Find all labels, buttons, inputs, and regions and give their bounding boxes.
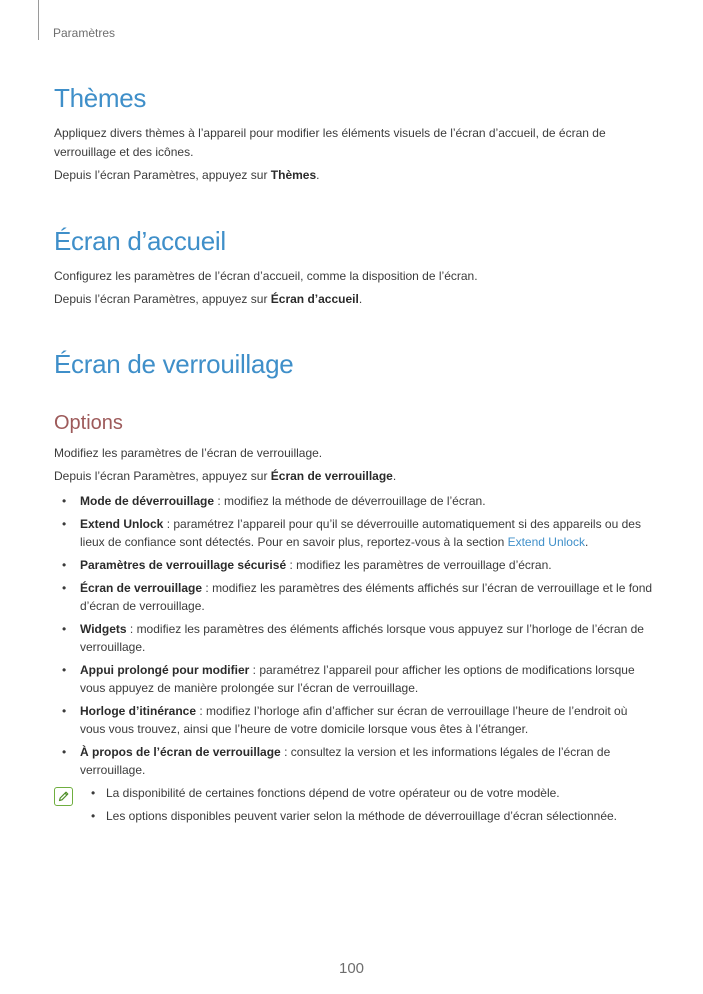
heading-lock-screen: Écran de verrouillage xyxy=(54,349,294,379)
path-prefix: Depuis l’écran Paramètres, appuyez sur xyxy=(54,292,271,306)
path-target: Écran d’accueil xyxy=(270,292,359,306)
option-item xyxy=(54,620,654,656)
path-suffix: . xyxy=(316,168,320,182)
path-prefix: Depuis l’écran Paramètres, appuyez sur xyxy=(54,469,271,483)
option-text: : modifiez les paramètres de verrouillage d’écran. xyxy=(286,558,552,572)
option-text: : modifiez la méthode de déverrouillage de l’écran. xyxy=(214,494,486,508)
heading-themes: Thèmes xyxy=(54,83,147,113)
option-item xyxy=(54,515,654,551)
heading-home-screen: Écran d’accueil xyxy=(54,226,226,256)
option-text: : consultez la version et les informations légales de l’écran de verrouillage. xyxy=(80,745,611,777)
lock-description: Modifiez les paramètres de l’écran de verrouillage. xyxy=(54,446,323,460)
option-term: À propos de l’écran de verrouillage xyxy=(80,745,281,759)
option-text: : paramétrez l’appareil pour afficher les options de modifications lorsque vous appuyez de manière prolongée sur l’écran de verrouillage. xyxy=(80,663,635,695)
page-number: 100 xyxy=(338,960,365,977)
option-item xyxy=(54,661,654,697)
pencil-icon-graphic xyxy=(57,790,70,803)
themes-description: Appliquez divers thèmes à l’appareil pour modifier les éléments visuels de l’écran d’accueil, de écran de verrouillage et des icônes. xyxy=(54,126,606,159)
option-term: Appui prolongé pour modifier xyxy=(80,663,250,677)
path-suffix: . xyxy=(392,469,397,483)
path-target: Écran de verrouillage xyxy=(270,469,393,483)
section-home-screen xyxy=(54,225,654,309)
note-item: • Les options disponibles peuvent varier selon la méthode de déverrouillage d’écran sélectionnée. xyxy=(106,807,654,825)
option-term: Mode de déverrouillage xyxy=(80,494,215,508)
running-header: Paramètres xyxy=(53,26,116,40)
path-target: Thèmes xyxy=(270,168,317,182)
heading-options: Options xyxy=(54,412,123,434)
option-text: : modifiez les paramètres des éléments affichés lorsque vous appuyez sur l’horloge de l’écran de verrouillage. xyxy=(80,622,644,654)
option-item xyxy=(54,702,654,738)
option-term: Paramètres de verrouillage sécurisé xyxy=(80,558,287,572)
section-lock-screen xyxy=(54,348,654,825)
option-text: : modifiez l’horloge afin d’afficher sur écran de verrouillage l’heure de l’endroit où vous vous trouvez, ainsi que l’heure de votre domicile lorsque vous êtes à l’étranger. xyxy=(80,704,628,736)
option-term: Extend Unlock xyxy=(80,517,164,531)
section-themes xyxy=(54,82,654,185)
option-item xyxy=(54,492,654,510)
option-item xyxy=(54,743,654,779)
note-item: • La disponibilité de certaines fonctions dépend de votre opérateur ou de votre modèle. xyxy=(106,784,654,802)
home-description: Configurez les paramètres de l’écran d’accueil, comme la disposition de l’écran. xyxy=(54,269,478,283)
notes-list xyxy=(54,784,654,825)
option-text-end: . xyxy=(584,535,589,549)
themes-path xyxy=(54,166,654,185)
option-term: Widgets xyxy=(80,622,127,636)
option-text: : paramétrez l’appareil pour qu’il se déverrouille automatiquement si des appareils ou des lieux de confiance sont détectés. Pour en savoir plus, reportez-vous à la section xyxy=(80,517,641,549)
extend-unlock-link[interactable]: Extend Unlock xyxy=(507,535,585,549)
option-item xyxy=(54,579,654,615)
page-content xyxy=(54,82,654,830)
option-text: : modifiez les paramètres des éléments affichés sur l’écran de verrouillage et le fond d’écran de verrouillage. xyxy=(80,581,653,613)
option-term: Écran de verrouillage xyxy=(80,581,203,595)
option-item xyxy=(54,556,654,574)
lock-path xyxy=(54,467,654,486)
note-pencil-icon xyxy=(54,787,73,806)
home-path xyxy=(54,290,654,309)
option-term: Horloge d’itinérance xyxy=(80,704,197,718)
note-box xyxy=(54,784,654,825)
options-list xyxy=(54,492,654,779)
path-prefix: Depuis l’écran Paramètres, appuyez sur xyxy=(54,168,271,182)
header-rule xyxy=(38,0,39,40)
path-suffix: . xyxy=(358,292,363,306)
